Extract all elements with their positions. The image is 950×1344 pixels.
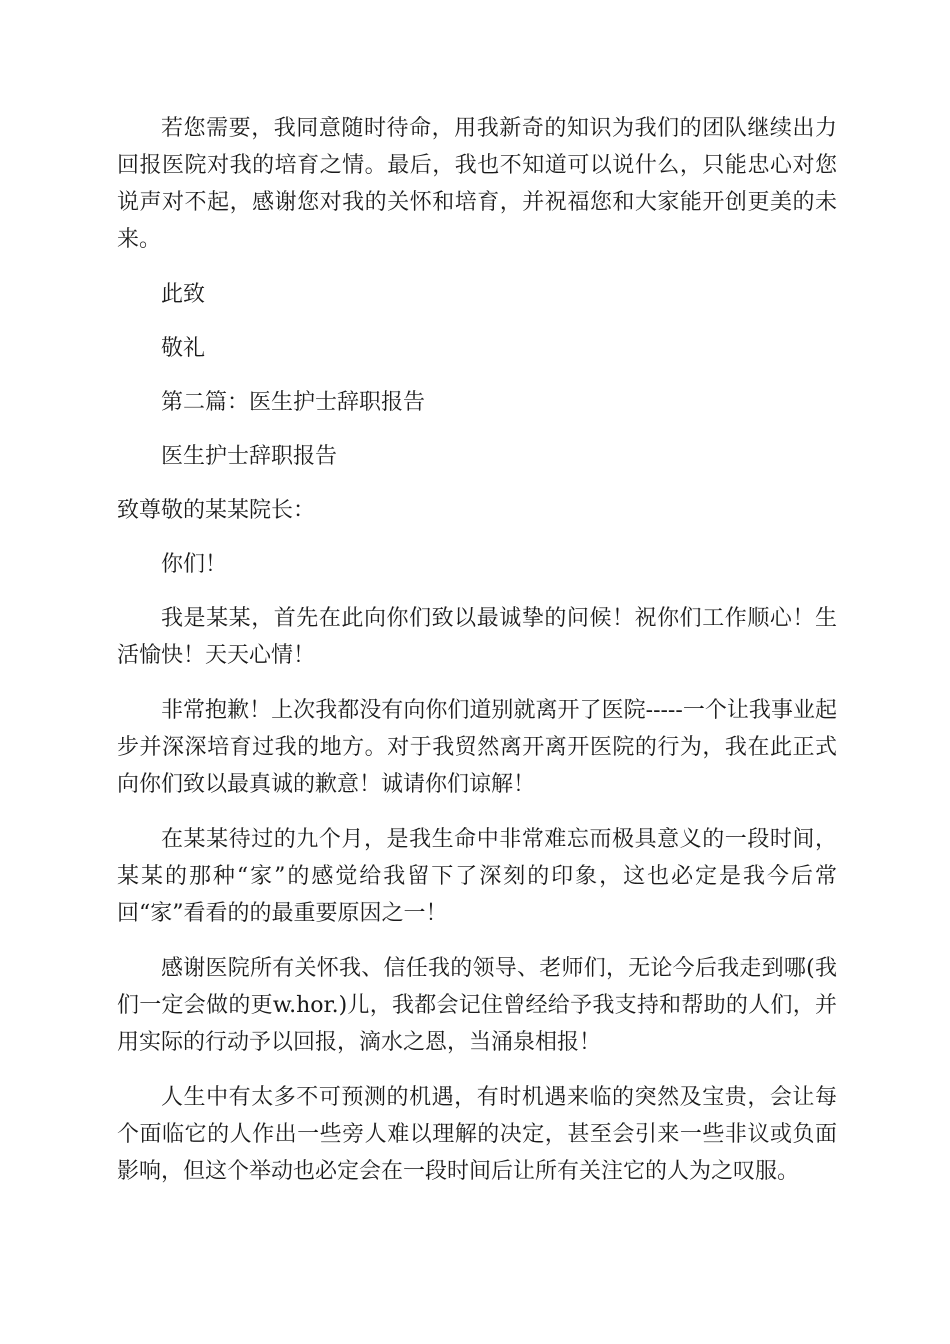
section-heading: 第二篇：医生护士辞职报告 bbox=[161, 390, 426, 415]
paragraph-closing-offer: 若您需要，我同意随时待命，用我新奇的知识为我们的团队继续出力回报医院对我的培育之情。最后，我也不知道可以说什么，只能忠心对您说声对不起，感谢您对我的关怀和培育，并祝福您和大家能开创更美的未来。 bbox=[117, 116, 837, 252]
paragraph-gratitude: 感谢医院所有关怀我、信任我的领导、老师们，无论今后我走到哪(我们一定会做的更w.hor.)儿，我都会记住曾经给予我支持和帮助的人们，并用实际的行动予以回报，滴水之恩，当涌泉相报！ bbox=[117, 956, 837, 1055]
paragraph-opportunity: 人生中有太多不可预测的机遇，有时机遇来临的突然及宝贵，会让每个面临它的人作出一些旁人难以理解的决定，甚至会引来一些非议或负面影响，但这个举动也必定会在一段时间后让所有关注它的人为之叹服。 bbox=[117, 1085, 837, 1184]
salutation-cizhi: 此致 bbox=[161, 282, 206, 307]
paragraph-introduction: 我是某某，首先在此向你们致以最诚挚的问候！祝你们工作顺心！生活愉快！天天心情！ bbox=[117, 606, 837, 668]
paragraph-nine-months: 在某某待过的九个月，是我生命中非常难忘而极具意义的一段时间，某某的那种“家”的感觉给我留下了深刻的印象，这也必定是我今后常回“家”看看的的最重要原因之一！ bbox=[117, 827, 837, 926]
addressee-line: 致尊敬的某某院长： bbox=[117, 498, 316, 523]
document-page bbox=[117, 110, 837, 1208]
paragraph-apology: 非常抱歉！上次我都没有向你们道别就离开了医院-----一个让我事业起步并深深培育过我的地方。对于我贸然离开离开医院的行为，我在此正式向你们致以最真诚的歉意！诚请你们谅解！ bbox=[117, 698, 837, 797]
report-title: 医生护士辞职报告 bbox=[161, 444, 338, 469]
salutation-jingli: 敬礼 bbox=[161, 336, 206, 361]
greeting-line: 你们！ bbox=[161, 552, 228, 577]
